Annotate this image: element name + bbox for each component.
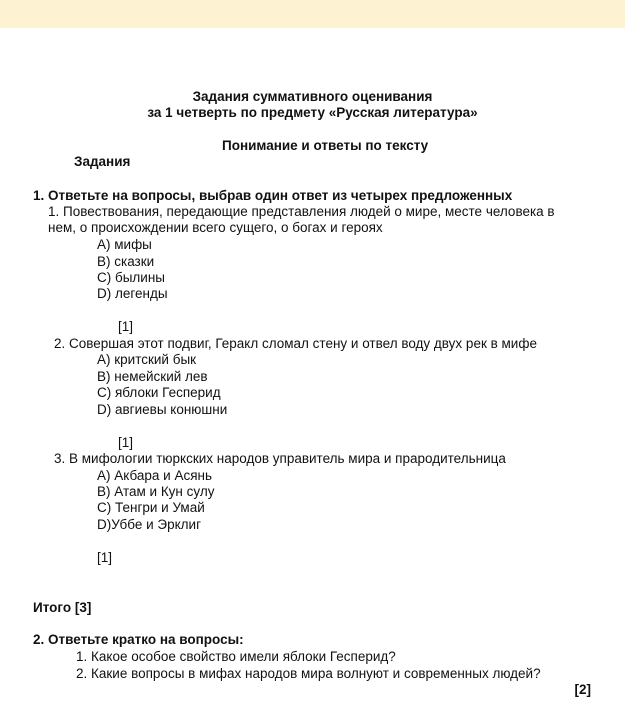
q1-option-c: C) былины — [97, 270, 166, 285]
tasks-label: Задания — [74, 154, 131, 169]
q2-score: [1] — [118, 435, 134, 450]
q2-option-d: D) авгиевы конюшни — [97, 402, 228, 417]
question-2-text: 2. Совершая этот подвиг, Геракл сломал стену и отвел воду двух рек в мифе — [54, 336, 537, 351]
question-1-line-2: нем, о происхождении всего сущего, о богах и героях — [48, 220, 383, 235]
question-3-text: 3. В мифологии тюркских народов управитель мира и прародительница — [54, 451, 506, 466]
q1-score: [1] — [118, 319, 134, 334]
q1-option-b: B) сказки — [97, 254, 155, 269]
section2-item-2: 2. Какие вопросы в мифах народов мира волнуют и современных людей? — [76, 666, 541, 681]
q1-option-a: A) мифы — [97, 237, 152, 252]
title-line-1: Задания суммативного оценивания — [192, 89, 433, 104]
q2-option-c: C) яблоки Гесперид — [97, 385, 221, 400]
q2-option-a: A) критский бык — [97, 352, 197, 367]
section2-item-1: 1. Какое особое свойство имели яблоки Гесперид? — [76, 649, 396, 664]
top-banner — [0, 0, 625, 28]
q1-option-d: D) легенды — [97, 286, 168, 301]
section2-score: [2] — [574, 682, 591, 697]
section1-total: Итого [3] — [33, 600, 92, 615]
section2-heading: 2. Ответьте кратко на вопросы: — [33, 632, 244, 647]
q2-option-b: B) немейский лев — [97, 369, 208, 384]
q3-option-d: D)Уббе и Эрклиг — [97, 517, 201, 532]
section1-heading: 1. Ответьте на вопросы, выбрав один ответ из четырех предложенных — [33, 188, 513, 203]
q3-option-b: B) Атам и Кун сулу — [97, 484, 215, 499]
q3-score: [1] — [97, 550, 113, 565]
subtitle: Понимание и ответы по тексту — [222, 138, 429, 153]
q3-option-a: A) Акбара и Асянь — [97, 468, 213, 483]
title-line-2: за 1 четверть по предмету «Русская литература» — [147, 105, 478, 120]
question-1-line-1: 1. Повествования, передающие представления людей о мире, месте человека в — [48, 204, 555, 219]
q3-option-c: C) Тенгри и Умай — [97, 500, 205, 515]
